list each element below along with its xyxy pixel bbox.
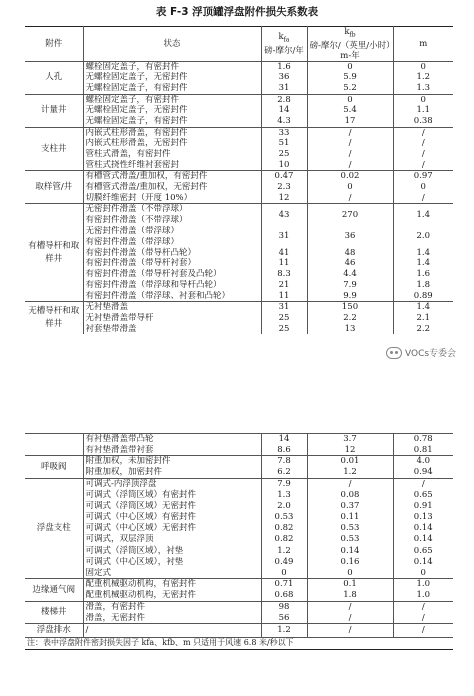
status-cell: 配重机械驱动机构，有密封件 [83, 579, 261, 590]
header-kfa: $k_{fa}$ 磅-摩尔/年 [261, 27, 307, 62]
fitting-cell: 呼吸阀 [25, 456, 83, 478]
table-row [25, 534, 453, 545]
status-cell: 切膜纤维密封（开度 10%） [83, 193, 261, 204]
status-cell: 有密封件滑盖（带浮球） [83, 237, 261, 248]
kfa-cell: 0.71 [261, 579, 307, 590]
table-row [25, 601, 453, 612]
m-cell: / [421, 612, 425, 623]
status-cell: 附重加权，未加密封件 [83, 456, 261, 467]
status-cell: 有衬垫滑盖带衬套 [83, 445, 261, 456]
fitting-cell: 取样管/井 [25, 171, 83, 204]
table-row [25, 116, 453, 127]
table-row [25, 83, 453, 94]
kfb-cell: 5.2 [307, 83, 393, 94]
status-cell: 管柱式挠性纤维衬套密封 [83, 160, 261, 171]
kfb-cell: / [307, 160, 393, 171]
m-cell: / [421, 159, 425, 170]
m-cell: 0.14 [413, 534, 433, 545]
table-row [25, 512, 453, 523]
status-cell: 螺栓固定盖子，有密封件 [83, 94, 261, 105]
table-row [25, 127, 453, 138]
table-row [25, 247, 453, 258]
wechat-icon [386, 347, 402, 359]
kfb-cell: 0.02 [307, 171, 393, 182]
m-cell: 1.4 [416, 209, 431, 220]
fitting-cell: 浮盘排水 [25, 624, 83, 638]
m-cell: / [421, 478, 425, 489]
m-cell: 0.91 [413, 500, 433, 511]
kfa-cell: 0 [261, 568, 307, 579]
m-cell: 0.14 [413, 556, 433, 567]
watermark-text: VOCs专委会 [405, 349, 457, 359]
table-row [25, 61, 453, 72]
kfb-cell: 48 [307, 247, 393, 258]
status-cell: 有密封件滑盖（带导杆凸轮） [83, 247, 261, 258]
table-row [25, 182, 453, 193]
kfa-cell: 0.49 [261, 557, 307, 568]
kfb-cell: 0.14 [307, 545, 393, 556]
status-cell: 无密封件滑盖（不带浮球） [83, 204, 261, 215]
status-cell: 可调式-内浮顶浮盘 [83, 478, 261, 489]
kfa-cell: 25 [261, 313, 307, 324]
status-cell: 有槽管式滑盖/重加权，无密封件 [83, 182, 261, 193]
fitting-cell: 边缘通气阀 [25, 579, 83, 601]
status-cell: 有衬垫滑盖带凸轮 [83, 434, 261, 445]
m-cell: 0.94 [413, 467, 433, 478]
kfa-cell: 51 [261, 138, 307, 149]
m-cell: 0.14 [413, 523, 433, 534]
status-cell: 滑盖，无密封件 [83, 613, 261, 624]
header-m: m [393, 27, 453, 62]
table-row [25, 269, 453, 280]
kfa-cell: 1.2 [261, 624, 307, 638]
kfa-cell: 0.82 [261, 534, 307, 545]
kfa-cell: 0.68 [261, 590, 307, 601]
table-row [25, 72, 453, 83]
m-cell: 0 [420, 182, 426, 193]
status-cell: 螺栓固定盖子，有密封件 [83, 61, 261, 72]
kfb-cell: 0.1 [307, 579, 393, 590]
table-title: 表 F-3 浮顶罐浮盘附件损失系数表 [155, 6, 319, 18]
table-row [25, 204, 453, 215]
m-cell: 1.0 [416, 579, 431, 590]
fitting-cell: 无槽导杆和取样井 [25, 302, 83, 335]
m-cell: 1.3 [416, 83, 431, 94]
kfb-cell: 0.01 [307, 456, 393, 467]
kfb-cell: 2.2 [307, 313, 393, 324]
m-cell: 1.8 [416, 279, 431, 290]
kfa-cell: 43 [261, 204, 307, 226]
fitting-cell: 支柱井 [25, 127, 83, 171]
table-row [25, 280, 453, 291]
table-row [25, 445, 453, 456]
m-cell: 2.0 [416, 231, 431, 242]
kfb-cell: 5.4 [307, 105, 393, 116]
kfa-cell: 10 [261, 160, 307, 171]
kfb-cell: 0.53 [307, 534, 393, 545]
status-cell: 无螺栓固定盖子，无密封件 [83, 72, 261, 83]
kfb-cell: 17 [307, 116, 393, 127]
kfb-cell: 4.4 [307, 269, 393, 280]
m-cell: 2.1 [416, 312, 431, 323]
table-row [25, 489, 453, 500]
kfa-cell: 98 [261, 601, 307, 612]
kfa-cell: 25 [261, 324, 307, 335]
kfa-cell: 1.3 [261, 489, 307, 500]
kfa-cell: 31 [261, 83, 307, 94]
kfb-cell: / [307, 149, 393, 160]
kfb-cell: 36 [307, 226, 393, 248]
kfa-cell: 41 [261, 247, 307, 258]
status-cell: 有槽管式滑盖/重加权，有密封件 [83, 171, 261, 182]
m-cell: 1.0 [416, 590, 431, 601]
status-cell: 管柱式滑盖，有密封件 [83, 149, 261, 160]
m-cell: 0 [420, 94, 426, 105]
status-cell: 无衬垫滑盖带导杆 [83, 313, 261, 324]
table-row [25, 545, 453, 556]
kfa-cell: 33 [261, 127, 307, 138]
kfa-cell: 14 [261, 434, 307, 445]
status-cell: 有密封件滑盖（带浮球和导杆凸轮） [83, 280, 261, 291]
status-cell: 可调式（浮筒区域）有密封件 [83, 489, 261, 500]
m-cell: 1.1 [416, 105, 431, 116]
status-cell: 有密封件滑盖（不带浮球） [83, 215, 261, 226]
kfb-cell: / [307, 193, 393, 204]
m-cell: 4.0 [416, 456, 431, 467]
header-kfb: $k_{fb}$ 磅-摩尔/（英里/小时）m-年 [307, 27, 393, 62]
kfb-cell: 7.9 [307, 280, 393, 291]
table-row [25, 94, 453, 105]
status-cell: 滑盖，有密封件 [83, 601, 261, 612]
status-cell: 可调式，双层浮顶 [83, 534, 261, 545]
status-cell: 可调式（浮筒区域）无密封件 [83, 501, 261, 512]
m-cell: / [421, 601, 425, 612]
table-row [25, 302, 453, 313]
status-cell: 有密封件滑盖（带浮球、衬套和凸轮） [83, 291, 261, 302]
m-cell: 0.78 [413, 434, 433, 445]
kfa-cell: 8.3 [261, 269, 307, 280]
table-row [25, 624, 453, 638]
kfa-cell: 1.6 [261, 61, 307, 72]
table-row [25, 523, 453, 534]
table-row [25, 590, 453, 601]
table-row [25, 313, 453, 324]
status-cell: 无衬垫滑盖 [83, 302, 261, 313]
table-row [25, 149, 453, 160]
kfb-cell: / [307, 478, 393, 489]
kfa-cell: 7.9 [261, 478, 307, 489]
m-cell: 0.38 [413, 116, 433, 127]
table-part-1 [25, 26, 453, 334]
table-row [25, 456, 453, 467]
header-status: 状态 [83, 27, 261, 62]
table-row [25, 226, 453, 237]
table-row [25, 501, 453, 512]
m-cell: / [421, 192, 425, 203]
kfb-cell: 270 [307, 204, 393, 226]
table-row [25, 478, 453, 489]
m-cell: / [421, 138, 425, 149]
header-row [25, 27, 453, 62]
kfb-cell: / [307, 624, 393, 638]
table-part-2 [25, 433, 453, 650]
status-cell: 衬套垫带滑盖 [83, 324, 261, 335]
kfb-cell: 1.2 [307, 467, 393, 478]
kfa-cell: 1.2 [261, 545, 307, 556]
m-cell: 0 [420, 567, 426, 578]
status-cell: 无螺栓固定盖子，有密封件 [83, 83, 261, 94]
kfa-cell: 4.3 [261, 116, 307, 127]
kfb-cell: 46 [307, 258, 393, 269]
status-cell: 无密封件滑盖（带浮球） [83, 226, 261, 237]
kfa-cell: 2.0 [261, 501, 307, 512]
kfa-cell: 31 [261, 302, 307, 313]
table-row [25, 258, 453, 269]
kfb-cell: 0 [307, 94, 393, 105]
kfa-cell: 2.8 [261, 94, 307, 105]
kfb-cell: 9.9 [307, 291, 393, 302]
kfb-cell: 1.8 [307, 590, 393, 601]
kfa-cell: 0.47 [261, 171, 307, 182]
fitting-cell: 计量井 [25, 94, 83, 127]
kfb-cell: / [307, 613, 393, 624]
m-cell: 1.4 [416, 247, 431, 258]
status-cell: 可调式（中心区域），衬垫 [83, 557, 261, 568]
kfb-cell: 0.11 [307, 512, 393, 523]
kfb-cell: 0.53 [307, 523, 393, 534]
kfa-cell: 31 [261, 226, 307, 248]
table-row [25, 160, 453, 171]
status-cell: 可调式（中心区域）有密封件 [83, 512, 261, 523]
kfb-cell: 0.08 [307, 489, 393, 500]
kfa-cell: 8.6 [261, 445, 307, 456]
kfb-cell: 150 [307, 302, 393, 313]
kfa-cell: 6.2 [261, 467, 307, 478]
header-fitting: 附件 [25, 27, 83, 62]
table-row [25, 138, 453, 149]
status-cell: 固定式 [83, 568, 261, 579]
m-cell: 0 [420, 61, 426, 72]
watermark [386, 346, 456, 359]
table-row [25, 105, 453, 116]
kfa-cell: 11 [261, 291, 307, 302]
status-cell: 无螺栓固定盖子，有密封件 [83, 116, 261, 127]
fitting-cell: 楼梯井 [25, 601, 83, 623]
kfa-cell: 21 [261, 280, 307, 291]
status-cell: 有密封件滑盖（带导杆衬套及凸轮） [83, 269, 261, 280]
status-cell: 可调式（浮筒区域），衬垫 [83, 545, 261, 556]
status-cell: / [83, 624, 261, 638]
kfb-cell: / [307, 127, 393, 138]
kfa-cell: 2.3 [261, 182, 307, 193]
status-cell: 无螺栓固定盖子，无密封件 [83, 105, 261, 116]
m-cell: 0.13 [413, 512, 433, 523]
m-cell: 0.97 [413, 171, 433, 182]
kfb-cell: / [307, 138, 393, 149]
table-row [25, 434, 453, 445]
kfb-cell: 12 [307, 445, 393, 456]
m-cell: 0.65 [413, 489, 433, 500]
status-cell: 内嵌式柱形滑盖，无密封件 [83, 138, 261, 149]
kfb-cell: 3.7 [307, 434, 393, 445]
table-note: 注：表中浮盘附件密封损失因子 kfa、kfb、m 只适用于风速 6.8 米/秒以下 [25, 638, 453, 650]
status-cell: 可调式（中心区域）无密封件 [83, 523, 261, 534]
kfb-cell: 0 [307, 61, 393, 72]
kfa-cell: 36 [261, 72, 307, 83]
kfa-cell: 12 [261, 193, 307, 204]
kfa-cell: 11 [261, 258, 307, 269]
table-row [25, 291, 453, 302]
status-cell: 配重机械驱动机构，无密封件 [83, 590, 261, 601]
m-cell: 0.81 [413, 444, 433, 455]
fitting-cell: 有槽导杆和取样井 [25, 204, 83, 302]
m-cell: / [421, 127, 425, 138]
m-cell: 0.89 [413, 290, 433, 301]
kfa-cell: 56 [261, 613, 307, 624]
m-cell: 1.4 [416, 302, 431, 313]
kfa-cell: 0.53 [261, 512, 307, 523]
kfa-cell: 0.82 [261, 523, 307, 534]
m-cell: 2.2 [416, 323, 431, 334]
m-cell: 1.6 [416, 269, 431, 280]
kfb-cell: 0 [307, 182, 393, 193]
kfb-cell: / [307, 601, 393, 612]
kfa-cell: 25 [261, 149, 307, 160]
m-cell: 0.65 [413, 545, 433, 556]
m-cell: / [421, 149, 425, 160]
kfb-cell: 0.16 [307, 557, 393, 568]
table-row [25, 193, 453, 204]
table-row [25, 579, 453, 590]
table-row [25, 467, 453, 478]
m-cell: 1.2 [416, 72, 431, 83]
table-row [25, 613, 453, 624]
status-cell: 有密封件滑盖（带导杆衬套） [83, 258, 261, 269]
table-row [25, 568, 453, 579]
m-cell: / [421, 625, 425, 636]
fitting-cell: 浮盘支柱 [25, 478, 83, 579]
table-row [25, 324, 453, 335]
table-row [25, 171, 453, 182]
kfa-cell: 7.8 [261, 456, 307, 467]
kfb-cell: 0.37 [307, 501, 393, 512]
m-cell: 1.4 [416, 258, 431, 269]
table-row [25, 557, 453, 568]
status-cell: 附重加权，加密封件 [83, 467, 261, 478]
status-cell: 内嵌式柱形滑盖，有密封件 [83, 127, 261, 138]
kfb-cell: 13 [307, 324, 393, 335]
kfa-cell: 14 [261, 105, 307, 116]
fitting-cell [25, 434, 83, 456]
kfb-cell: 0 [307, 568, 393, 579]
fitting-cell: 人孔 [25, 61, 83, 94]
kfb-cell: 5.9 [307, 72, 393, 83]
